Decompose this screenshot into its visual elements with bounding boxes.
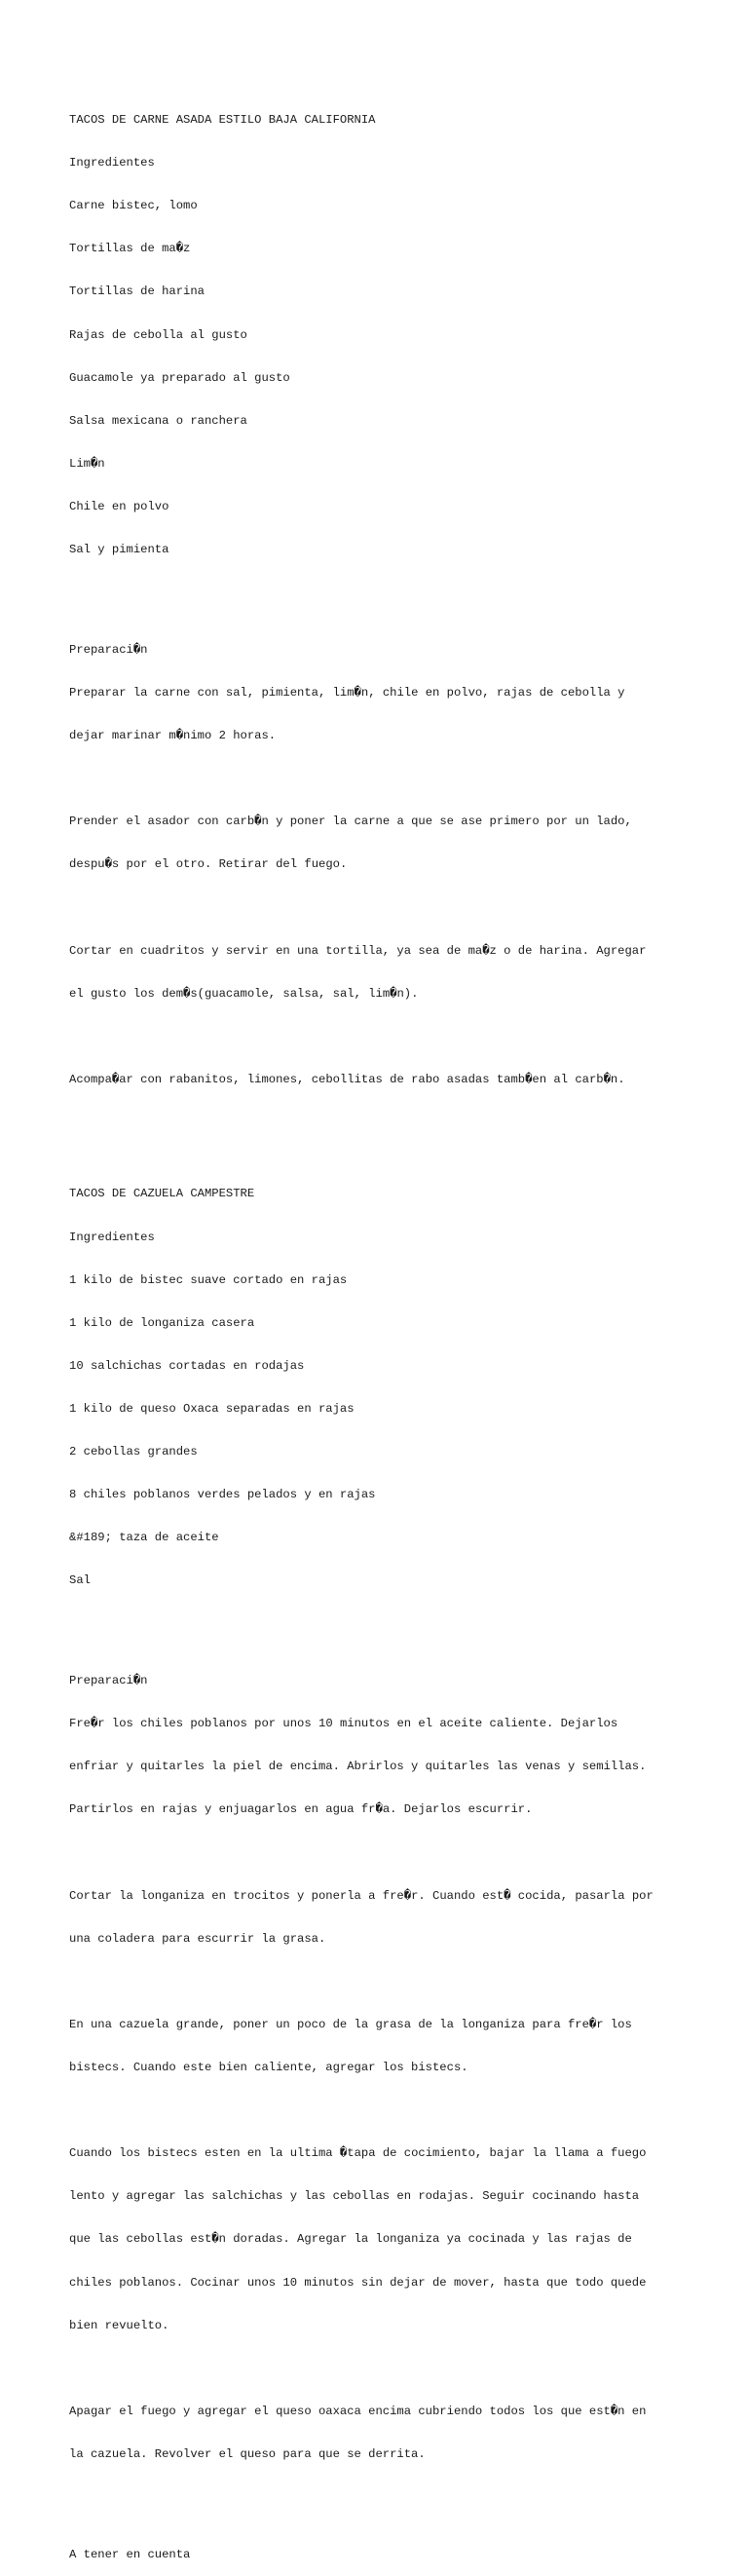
recipe1-prep-heading: Preparaci�n <box>69 642 148 657</box>
recipe2-step-line: Apagar el fuego y agregar el queso oaxaca encima cubriendo todos los que est�n en <box>69 2404 647 2418</box>
recipe1-step-line: Acompa�ar con rabanitos, limones, cebollitas de rabo asadas tamb�en al carb�n. <box>69 1072 625 1086</box>
recipe1-ingredient: Tortillas de ma�z <box>69 242 191 256</box>
recipe2-step-line: chiles poblanos. Cocinar unos 10 minutos sin dejar de mover, hasta que todo quede <box>69 2275 647 2290</box>
recipe1-ingredient: Guacamole ya preparado al gusto <box>69 370 290 385</box>
recipe2-ingredient: Sal <box>69 1573 91 1588</box>
footer-note: A tener en cuenta <box>69 2547 191 2561</box>
recipe1-step-line: despu�s por el otro. Retirar del fuego. <box>69 857 348 872</box>
recipe2-step-line: enfriar y quitarles la piel de encima. Abrirlos y quitarles las venas y semillas. <box>69 1760 647 1774</box>
recipe2-step-line: En una cazuela grande, poner un poco de la grasa de la longaniza para fre�r los <box>69 2017 632 2031</box>
recipe1-ingredient: Salsa mexicana o ranchera <box>69 413 247 428</box>
recipe2-ingredient: 8 chiles poblanos verdes pelados y en rajas <box>69 1488 376 1502</box>
recipe2-ingredient: 1 kilo de bistec suave cortado en rajas <box>69 1272 348 1287</box>
recipe1-ingredient: Sal y pimienta <box>69 543 169 557</box>
recipe1-step-line: Prender el asador con carb�n y poner la carne a que se ase primero por un lado, <box>69 814 632 829</box>
recipe2-prep-heading: Preparaci�n <box>69 1674 148 1688</box>
recipe2-step-line: Cuando los bistecs esten en la ultima �tapa de cocimiento, bajar la llama a fuego <box>69 2146 647 2161</box>
recipe1-step-line: Cortar en cuadritos y servir en una tortilla, ya sea de ma�z o de harina. Agregar <box>69 943 647 958</box>
recipe2-title: TACOS DE CAZUELA CAMPESTRE <box>69 1187 255 1201</box>
recipe2-step-line: que las cebollas est�n doradas. Agregar la longaniza ya cocinada y las rajas de <box>69 2232 632 2247</box>
recipe2-step-line: bistecs. Cuando este bien caliente, agregar los bistecs. <box>69 2061 468 2075</box>
recipe1-title: TACOS DE CARNE ASADA ESTILO BAJA CALIFORNIA <box>69 113 376 128</box>
recipe2-step-line: una coladera para escurrir la grasa. <box>69 1931 326 1946</box>
recipe2-ingredient: 10 salchichas cortadas en rodajas <box>69 1358 305 1373</box>
recipe2-step-line: lento y agregar las salchichas y las cebollas en rodajas. Seguir cocinando hasta <box>69 2189 640 2204</box>
recipe2-ingredient: &#189; taza de aceite <box>69 1531 219 1545</box>
recipe1-step-line: Preparar la carne con sal, pimienta, lim�n, chile en polvo, rajas de cebolla y <box>69 686 625 701</box>
recipe1-ingredient: Chile en polvo <box>69 499 169 513</box>
recipe2-ingredients-heading: Ingredientes <box>69 1230 155 1244</box>
recipe2-step-line: Cortar la longaniza en trocitos y ponerla a fre�r. Cuando est� cocida, pasarla por <box>69 1888 654 1903</box>
recipe1-ingredient: Lim�n <box>69 456 105 471</box>
recipe2-step-line: bien revuelto. <box>69 2318 169 2332</box>
recipe2-ingredient: 1 kilo de queso Oxaca separadas en rajas <box>69 1401 355 1416</box>
recipe1-ingredient: Carne bistec, lomo <box>69 199 198 213</box>
recipe2-ingredient: 1 kilo de longaniza casera <box>69 1315 255 1330</box>
recipe1-ingredients-heading: Ingredientes <box>69 156 155 170</box>
recipe2-step-line: Fre�r los chiles poblanos por unos 10 minutos en el aceite caliente. Dejarlos <box>69 1717 618 1731</box>
recipe2-step-line: Partirlos en rajas y enjuagarlos en agua fr�a. Dejarlos escurrir. <box>69 1802 533 1817</box>
recipe1-step-line: el gusto los dem�s(guacamole, salsa, sal, lim�n). <box>69 986 419 1001</box>
recipe1-step-line: dejar marinar m�nimo 2 horas. <box>69 729 277 743</box>
recipe1-ingredient: Rajas de cebolla al gusto <box>69 327 247 342</box>
recipe2-ingredient: 2 cebollas grandes <box>69 1445 198 1459</box>
recipe2-step-line: la cazuela. Revolver el queso para que se derrita. <box>69 2446 426 2461</box>
document-page <box>69 70 692 2576</box>
recipe1-ingredient: Tortillas de harina <box>69 284 205 299</box>
